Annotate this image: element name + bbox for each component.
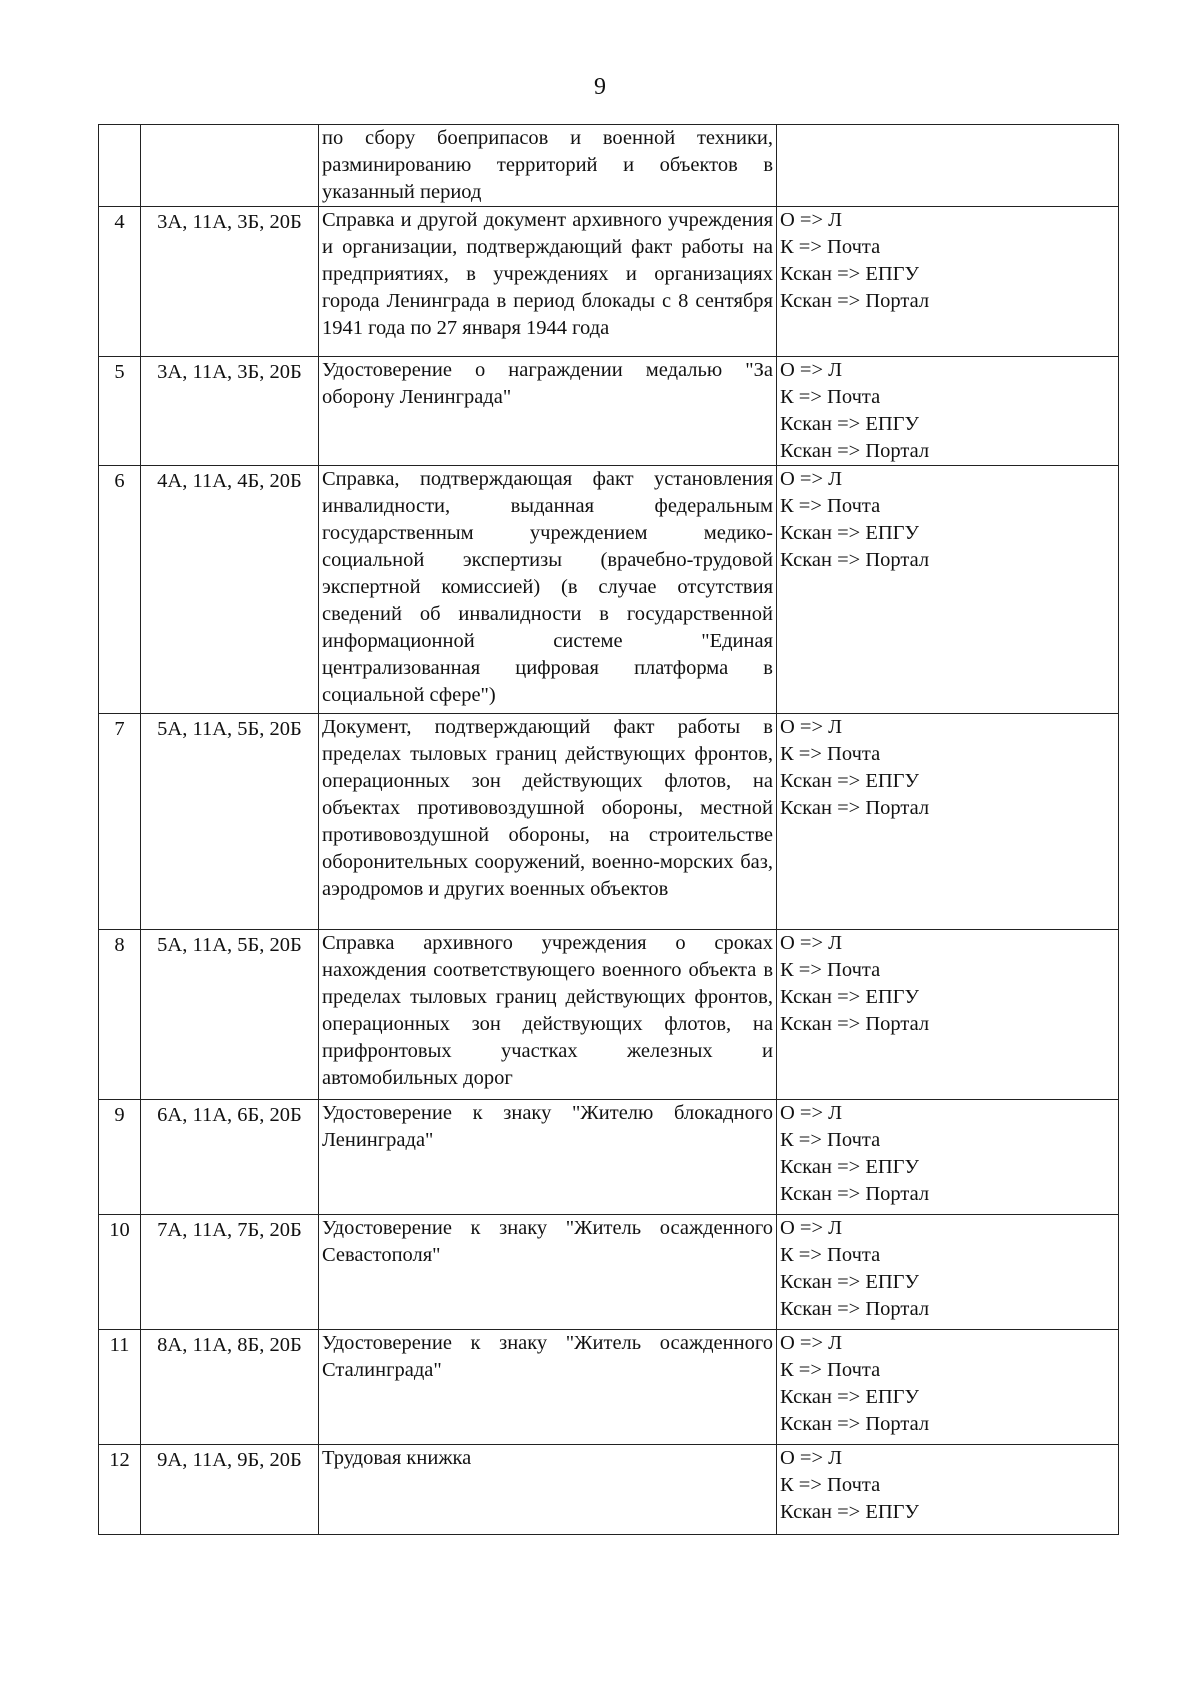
table-row bbox=[99, 1215, 1119, 1330]
route-line: О => Л bbox=[780, 468, 843, 490]
row-routes-cell bbox=[777, 1100, 1119, 1215]
table-row bbox=[99, 1330, 1119, 1445]
row-codes-cell: 4А, 11А, 4Б, 20Б bbox=[141, 466, 319, 714]
row-codes-cell: 3А, 11А, 3Б, 20Б bbox=[141, 207, 319, 357]
row-document-cell bbox=[319, 1330, 777, 1445]
route-line: О => Л bbox=[780, 1447, 843, 1469]
route-line: Кскан => Портал bbox=[780, 797, 930, 819]
documents-table bbox=[98, 124, 1119, 1535]
row-codes-cell: 5А, 11А, 5Б, 20Б bbox=[141, 714, 319, 930]
row-codes-cell: 9А, 11А, 9Б, 20Б bbox=[141, 1445, 319, 1535]
row-document-cell bbox=[319, 930, 777, 1100]
route-line: О => Л bbox=[780, 209, 843, 231]
route-line: Кскан => Портал bbox=[780, 1413, 930, 1435]
row-number-cell: 10 bbox=[99, 1215, 141, 1330]
row-document-cell bbox=[319, 207, 777, 357]
row-document-cell bbox=[319, 714, 777, 930]
route-line: О => Л bbox=[780, 1332, 843, 1354]
route-line: Кскан => ЕПГУ bbox=[780, 1501, 920, 1523]
table-row bbox=[99, 125, 1119, 207]
route-line: Кскан => Портал bbox=[780, 440, 930, 462]
page-number: 9 bbox=[594, 74, 606, 100]
row-codes-cell: 8А, 11А, 8Б, 20Б bbox=[141, 1330, 319, 1445]
route-line: Кскан => ЕПГУ bbox=[780, 522, 920, 544]
document-text: Удостоверение к знаку "Житель осажденного Севастополя" bbox=[322, 1217, 773, 1266]
document-text: Справка и другой документ архивного учреждения и организации, подтверждающий факт работы на предприятиях, в учреждениях и организациях города Ленинграда в период блокады с 8 сентября 1941 года по 27 января 1944 года bbox=[322, 209, 773, 339]
route-line: К => Почта bbox=[780, 743, 881, 765]
route-line: Кскан => ЕПГУ bbox=[780, 770, 920, 792]
table-row bbox=[99, 1100, 1119, 1215]
row-number-cell: 9 bbox=[99, 1100, 141, 1215]
row-number-cell: 12 bbox=[99, 1445, 141, 1535]
document-text: Удостоверение к знаку "Жителю блокадного Ленинграда" bbox=[322, 1102, 773, 1151]
row-document-cell bbox=[319, 466, 777, 714]
row-number-cell: 11 bbox=[99, 1330, 141, 1445]
row-number-cell bbox=[99, 125, 141, 207]
document-text: Справка архивного учреждения о сроках нахождения соответствующего военного объекта в пределах тыловых границ действующих фронтов, операционных зон действующих флотов, на прифронтовых участках железных и автомобильных дорог bbox=[322, 932, 773, 1089]
route-line: О => Л bbox=[780, 932, 843, 954]
document-text: Трудовая книжка bbox=[322, 1447, 472, 1469]
route-line: Кскан => ЕПГУ bbox=[780, 986, 920, 1008]
table-row bbox=[99, 207, 1119, 357]
route-line: К => Почта bbox=[780, 959, 881, 981]
route-line: Кскан => ЕПГУ bbox=[780, 1156, 920, 1178]
row-codes-cell: 6А, 11А, 6Б, 20Б bbox=[141, 1100, 319, 1215]
route-line: К => Почта bbox=[780, 1474, 881, 1496]
route-line: Кскан => ЕПГУ bbox=[780, 1271, 920, 1293]
row-document-cell bbox=[319, 1445, 777, 1535]
row-document-cell bbox=[319, 357, 777, 466]
row-routes-cell bbox=[777, 1330, 1119, 1445]
table-row bbox=[99, 930, 1119, 1100]
route-line: Кскан => Портал bbox=[780, 290, 930, 312]
row-number-cell: 7 bbox=[99, 714, 141, 930]
route-line: Кскан => ЕПГУ bbox=[780, 1386, 920, 1408]
route-line: О => Л bbox=[780, 1102, 843, 1124]
row-routes-cell bbox=[777, 466, 1119, 714]
route-line: Кскан => ЕПГУ bbox=[780, 413, 920, 435]
row-routes-cell bbox=[777, 125, 1119, 207]
row-number-cell: 4 bbox=[99, 207, 141, 357]
row-document-cell bbox=[319, 1100, 777, 1215]
route-line: О => Л bbox=[780, 1217, 843, 1239]
row-codes-cell bbox=[141, 125, 319, 207]
route-line: О => Л bbox=[780, 359, 843, 381]
row-routes-cell bbox=[777, 1215, 1119, 1330]
table-row bbox=[99, 1445, 1119, 1535]
route-line: К => Почта bbox=[780, 1129, 881, 1151]
route-line: К => Почта bbox=[780, 386, 881, 408]
route-line: К => Почта bbox=[780, 495, 881, 517]
route-line: Кскан => ЕПГУ bbox=[780, 263, 920, 285]
row-codes-cell: 5А, 11А, 5Б, 20Б bbox=[141, 930, 319, 1100]
document-text: по сбору боеприпасов и военной техники, разминированию территорий и объектов в указанный период bbox=[322, 127, 773, 203]
row-number-cell: 5 bbox=[99, 357, 141, 466]
row-routes-cell bbox=[777, 930, 1119, 1100]
row-document-cell bbox=[319, 1215, 777, 1330]
row-routes-cell bbox=[777, 1445, 1119, 1535]
row-routes-cell bbox=[777, 357, 1119, 466]
row-document-cell bbox=[319, 125, 777, 207]
route-line: К => Почта bbox=[780, 1359, 881, 1381]
row-number-cell: 6 bbox=[99, 466, 141, 714]
document-text: Удостоверение к знаку "Житель осажденного Сталинграда" bbox=[322, 1332, 773, 1381]
route-line: К => Почта bbox=[780, 1244, 881, 1266]
document-text: Документ, подтверждающий факт работы в пределах тыловых границ действующих фронтов, операционных зон действующих флотов, на объектах противовоздушной обороны, местной противовоздушной обороны, на строительстве оборонительных сооружений, военно-морских баз, аэродромов и других военных объектов bbox=[322, 716, 773, 900]
route-line: К => Почта bbox=[780, 236, 881, 258]
row-number-cell: 8 bbox=[99, 930, 141, 1100]
route-line: Кскан => Портал bbox=[780, 1183, 930, 1205]
table-row bbox=[99, 466, 1119, 714]
route-line: Кскан => Портал bbox=[780, 1013, 930, 1035]
row-codes-cell: 7А, 11А, 7Б, 20Б bbox=[141, 1215, 319, 1330]
row-routes-cell bbox=[777, 714, 1119, 930]
row-codes-cell: 3А, 11А, 3Б, 20Б bbox=[141, 357, 319, 466]
document-text: Справка, подтверждающая факт установления инвалидности, выданная федеральным государственным учреждением медико-социальной экспертизы (врачебно-трудовой экспертной комиссией) (в случае отсутствия сведений об инвалидности в государственной информационной системе "Единая централизованная цифровая платформа в социальной сфере") bbox=[322, 468, 773, 706]
table-row bbox=[99, 714, 1119, 930]
row-routes-cell bbox=[777, 207, 1119, 357]
route-line: Кскан => Портал bbox=[780, 1298, 930, 1320]
route-line: О => Л bbox=[780, 716, 843, 738]
document-text: Удостоверение о награждении медалью "За оборону Ленинграда" bbox=[322, 359, 773, 408]
table-row bbox=[99, 357, 1119, 466]
route-line: Кскан => Портал bbox=[780, 549, 930, 571]
